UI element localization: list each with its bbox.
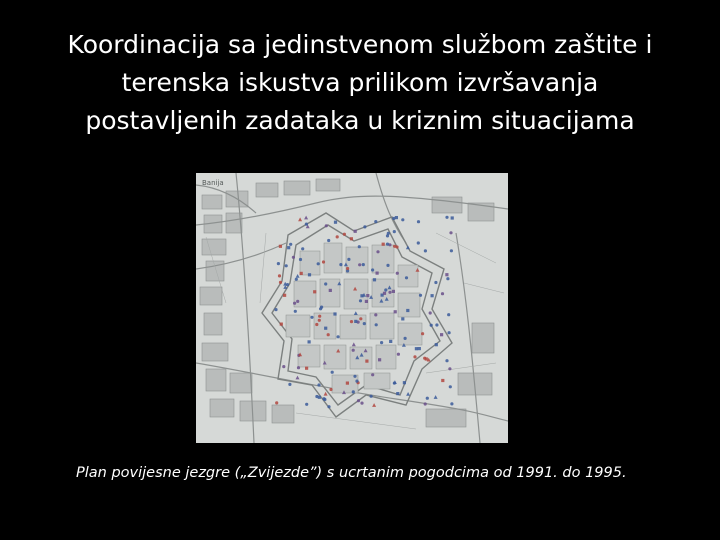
hit-marker: [308, 340, 311, 343]
hit-marker: [429, 311, 432, 314]
hit-marker: [325, 224, 328, 227]
hit-marker: [425, 357, 428, 360]
hit-marker: [275, 401, 278, 404]
hit-marker: [324, 327, 327, 330]
hit-marker: [339, 263, 342, 266]
hit-marker: [395, 216, 398, 219]
hit-marker: [297, 366, 300, 369]
hit-marker: [347, 258, 350, 261]
hit-marker: [363, 225, 366, 228]
hit-marker: [393, 230, 396, 233]
slide-title-line-3: postavljenih zadataka u kriznim situacijama: [85, 106, 635, 135]
hit-marker: [285, 264, 288, 267]
hit-marker: [319, 307, 322, 310]
hit-marker: [393, 382, 396, 385]
hit-marker: [333, 312, 336, 315]
hit-marker: [417, 220, 420, 223]
hit-marker: [327, 239, 330, 242]
hit-marker: [388, 291, 391, 294]
hit-marker: [315, 323, 318, 326]
hit-marker: [354, 320, 357, 323]
hit-marker: [359, 317, 362, 320]
hit-marker: [310, 316, 313, 319]
hit-marker: [418, 347, 421, 350]
hit-marker: [318, 315, 321, 318]
hit-marker: [431, 294, 434, 297]
hit-marker: [287, 246, 290, 249]
slide-title-line-1: Koordinacija sa jedinstvenom službom zaštite i: [67, 30, 653, 59]
hit-marker: [394, 310, 397, 313]
hit-marker: [295, 278, 298, 281]
hit-marker: [382, 243, 385, 246]
hit-marker: [375, 323, 378, 326]
hit-marker: [365, 300, 368, 303]
hit-marker: [336, 235, 339, 238]
hit-marker: [450, 402, 453, 405]
hit-marker: [362, 263, 365, 266]
hit-marker: [378, 358, 381, 361]
hit-marker: [279, 281, 282, 284]
hit-marker: [355, 380, 358, 383]
hit-marker: [440, 333, 443, 336]
hit-marker: [424, 402, 427, 405]
hit-marker: [327, 405, 330, 408]
hit-marker: [386, 264, 389, 267]
hit-marker: [358, 263, 361, 266]
hit-marker: [343, 233, 346, 236]
hit-marker: [353, 375, 356, 378]
hit-marker: [317, 262, 320, 265]
hit-marker: [450, 249, 453, 252]
hit-marker: [305, 367, 308, 370]
hit-marker: [358, 245, 361, 248]
hit-marker: [376, 250, 379, 253]
hit-marker: [445, 216, 448, 219]
map-caption: Plan povijesne jezgre („Zvijezde”) s ucrtanim pogodcima od 1991. do 1995.: [76, 465, 627, 481]
hit-marker: [365, 360, 368, 363]
hit-marker: [445, 359, 448, 362]
hit-marker: [403, 381, 406, 384]
hit-marker: [424, 249, 427, 252]
hit-marker: [392, 290, 395, 293]
hit-marker: [383, 292, 386, 295]
hit-marker: [417, 241, 420, 244]
hit-marker: [350, 237, 353, 240]
hit-marker: [374, 313, 377, 316]
hit-marker: [386, 243, 389, 246]
hit-marker: [435, 343, 438, 346]
hit-marker: [313, 290, 316, 293]
hit-marker: [323, 398, 326, 401]
hit-marker: [393, 245, 396, 248]
slide-title: [20, 26, 700, 140]
hit-marker: [415, 347, 418, 350]
map-drawing: [196, 173, 508, 443]
hit-marker: [274, 308, 277, 311]
hit-marker: [451, 216, 454, 219]
hit-marker: [301, 247, 304, 250]
hit-marker: [305, 223, 308, 226]
hit-marker: [277, 262, 280, 265]
hit-marker: [327, 333, 330, 336]
hit-marker: [421, 332, 424, 335]
hit-marker: [449, 231, 452, 234]
hit-marker: [404, 337, 407, 340]
hit-marker: [334, 221, 337, 224]
hit-marker: [447, 313, 450, 316]
hit-marker: [315, 395, 318, 398]
hit-marker: [308, 273, 311, 276]
hit-marker: [318, 319, 321, 322]
hit-marker: [282, 365, 285, 368]
hit-marker: [300, 272, 303, 275]
hit-marker: [397, 353, 400, 356]
map-corner-label: Banija: [202, 179, 224, 187]
hit-marker: [346, 382, 349, 385]
hit-marker: [434, 281, 437, 284]
hit-marker: [363, 322, 366, 325]
hit-marker: [406, 309, 409, 312]
hit-marker: [352, 390, 355, 393]
hit-marker: [359, 299, 362, 302]
hit-marker: [384, 288, 387, 291]
hit-marker: [352, 349, 355, 352]
hit-marker: [299, 258, 302, 261]
hit-marker: [413, 355, 416, 358]
hit-marker: [357, 399, 360, 402]
hit-marker: [322, 260, 325, 263]
hit-marker: [354, 230, 357, 233]
hit-marker: [305, 403, 308, 406]
hit-marker: [405, 276, 408, 279]
hit-marker: [350, 320, 353, 323]
hit-marker: [346, 267, 349, 270]
hit-marker: [337, 335, 340, 338]
hit-marker: [294, 310, 297, 313]
hit-marker: [317, 383, 320, 386]
hit-marker: [446, 277, 449, 280]
hit-marker: [371, 268, 374, 271]
hit-marker: [396, 272, 399, 275]
hit-marker: [441, 379, 444, 382]
hit-marker: [278, 274, 281, 277]
hit-marker: [426, 397, 429, 400]
hit-marker: [360, 402, 363, 405]
historic-core-map: [196, 173, 508, 443]
hit-marker: [449, 385, 452, 388]
hit-marker: [370, 395, 373, 398]
hit-marker: [288, 383, 291, 386]
hit-marker: [331, 371, 334, 374]
hit-marker: [441, 292, 444, 295]
hit-marker: [324, 282, 327, 285]
hit-marker: [329, 289, 332, 292]
slide-title-line-2: terenska iskustva prilikom izvršavanja: [121, 68, 599, 97]
hit-marker: [366, 294, 369, 297]
hit-marker: [371, 373, 374, 376]
hit-marker: [448, 367, 451, 370]
hit-marker: [279, 245, 282, 248]
hit-marker: [374, 220, 377, 223]
hit-marker: [373, 278, 376, 281]
hit-marker: [419, 294, 422, 297]
hit-marker: [435, 323, 438, 326]
hit-marker: [430, 324, 433, 327]
hit-marker: [401, 317, 404, 320]
hit-marker: [389, 340, 392, 343]
hit-marker: [380, 341, 383, 344]
hit-marker: [448, 331, 451, 334]
hit-marker: [376, 272, 379, 275]
hit-marker: [329, 388, 332, 391]
hit-marker: [445, 273, 448, 276]
hit-marker: [289, 243, 292, 246]
hit-marker: [292, 256, 295, 259]
hit-marker: [386, 234, 389, 237]
hit-marker: [296, 300, 299, 303]
hit-marker: [293, 302, 296, 305]
hit-marker: [401, 218, 404, 221]
hit-marker: [396, 392, 399, 395]
hit-marker: [280, 323, 283, 326]
hit-marker: [283, 294, 286, 297]
